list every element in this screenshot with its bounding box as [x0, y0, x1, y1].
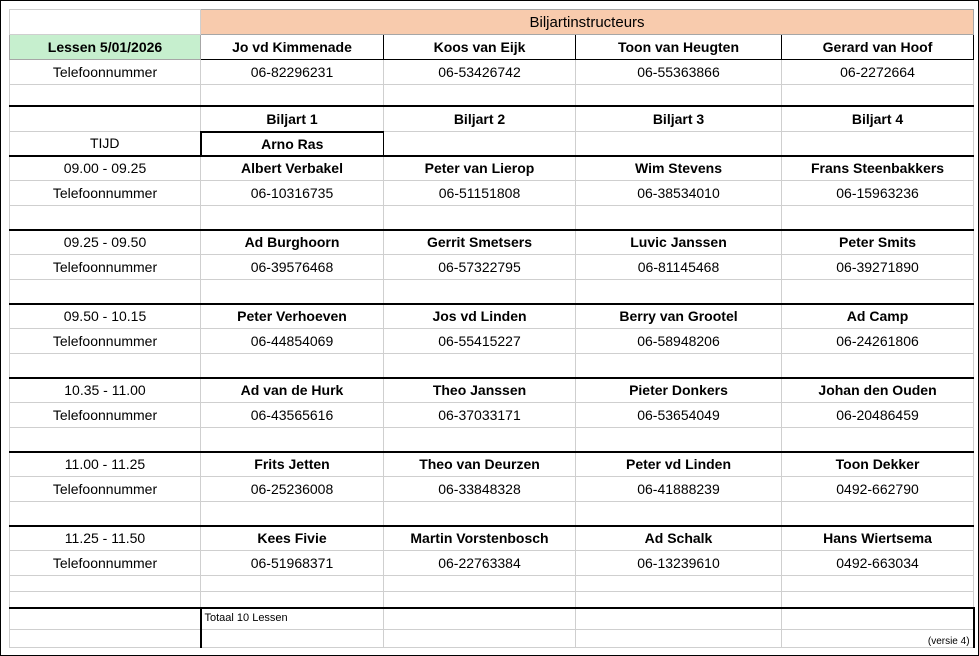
empty-cell[interactable] — [576, 280, 782, 304]
phone-label[interactable]: Telefoonnummer — [10, 551, 201, 576]
student-name[interactable]: Hans Wiertsema — [782, 526, 974, 551]
student-name[interactable]: Martin Vorstenbosch — [384, 526, 576, 551]
time-slot[interactable]: 10.35 - 11.00 — [10, 378, 201, 403]
phone-label[interactable]: Telefoonnummer — [10, 181, 201, 206]
student-phone[interactable]: 06-51968371 — [201, 551, 384, 576]
student-name[interactable]: Peter van Lierop — [384, 156, 576, 181]
biljart-header[interactable]: Biljart 2 — [384, 106, 576, 132]
student-name[interactable]: Ad van de Hurk — [201, 378, 384, 403]
empty-cell[interactable] — [384, 354, 576, 378]
empty-cell[interactable] — [384, 85, 576, 106]
empty-cell[interactable] — [10, 10, 201, 35]
student-phone[interactable]: 06-22763384 — [384, 551, 576, 576]
student-name[interactable] — [384, 132, 576, 156]
student-phone[interactable]: 06-24261806 — [782, 329, 974, 354]
phone-label[interactable]: Telefoonnummer — [10, 403, 201, 428]
empty-cell[interactable] — [384, 576, 576, 592]
student-name[interactable]: Albert Verbakel — [201, 156, 384, 181]
empty-cell[interactable] — [201, 428, 384, 452]
time-slot[interactable]: 11.00 - 11.25 — [10, 452, 201, 477]
student-name[interactable]: Ad Burghoorn — [201, 230, 384, 255]
instructor-name[interactable]: Gerard van Hoof — [782, 35, 974, 60]
empty-cell[interactable] — [10, 85, 201, 106]
instructor-phone[interactable]: 06-55363866 — [576, 60, 782, 85]
lessen-date-cell[interactable]: Lessen 5/01/2026 — [10, 35, 201, 60]
empty-cell[interactable] — [384, 592, 576, 608]
instructor-phone[interactable]: 06-53426742 — [384, 60, 576, 85]
student-phone[interactable]: 06-51151808 — [384, 181, 576, 206]
empty-cell[interactable] — [576, 206, 782, 230]
schedule-table — [9, 9, 975, 648]
empty-cell[interactable] — [782, 502, 974, 526]
empty-cell[interactable] — [10, 502, 201, 526]
time-slot[interactable]: 09.25 - 09.50 — [10, 230, 201, 255]
empty-cell[interactable] — [201, 280, 384, 304]
time-slot[interactable]: 11.25 - 11.50 — [10, 526, 201, 551]
biljartinstructeurs-header[interactable]: Biljartinstructeurs — [201, 10, 974, 35]
empty-cell[interactable] — [384, 280, 576, 304]
student-phone[interactable]: 06-33848328 — [384, 477, 576, 502]
student-phone[interactable]: 06-39576468 — [201, 255, 384, 280]
empty-cell[interactable] — [576, 608, 782, 630]
empty-cell[interactable] — [10, 354, 201, 378]
empty-cell[interactable] — [384, 608, 576, 630]
time-slot[interactable]: 09.00 - 09.25 — [10, 156, 201, 181]
empty-cell[interactable] — [201, 592, 384, 608]
student-phone[interactable]: 06-37033171 — [384, 403, 576, 428]
empty-cell[interactable] — [384, 206, 576, 230]
student-name[interactable]: Arno Ras — [201, 132, 384, 156]
student-name[interactable]: Jos vd Linden — [384, 304, 576, 329]
student-name[interactable]: Ad Schalk — [576, 526, 782, 551]
instructor-phone[interactable]: 06-2272664 — [782, 60, 974, 85]
phone-label[interactable]: Telefoonnummer — [10, 477, 201, 502]
student-name[interactable]: Johan den Ouden — [782, 378, 974, 403]
empty-cell[interactable] — [201, 354, 384, 378]
student-name[interactable] — [782, 132, 974, 156]
empty-cell[interactable] — [782, 608, 974, 630]
student-phone[interactable]: 06-55415227 — [384, 329, 576, 354]
student-phone[interactable]: 06-39271890 — [782, 255, 974, 280]
biljart-header[interactable]: Biljart 3 — [576, 106, 782, 132]
empty-cell[interactable] — [384, 630, 576, 648]
empty-cell[interactable] — [782, 280, 974, 304]
empty-cell[interactable] — [201, 85, 384, 106]
empty-cell[interactable] — [10, 608, 201, 630]
empty-cell[interactable] — [384, 502, 576, 526]
empty-cell[interactable] — [576, 576, 782, 592]
empty-cell[interactable] — [576, 354, 782, 378]
student-phone[interactable]: 06-44854069 — [201, 329, 384, 354]
empty-cell[interactable] — [201, 630, 384, 648]
phone-label[interactable]: Telefoonnummer — [10, 60, 201, 85]
empty-cell[interactable] — [782, 206, 974, 230]
empty-cell[interactable] — [576, 592, 782, 608]
student-phone[interactable]: 06-13239610 — [576, 551, 782, 576]
student-phone[interactable]: 06-58948206 — [576, 329, 782, 354]
student-name[interactable]: Theo van Deurzen — [384, 452, 576, 477]
instructor-name[interactable]: Koos van Eijk — [384, 35, 576, 60]
student-name[interactable] — [576, 132, 782, 156]
student-name[interactable]: Berry van Grootel — [576, 304, 782, 329]
empty-cell[interactable] — [10, 206, 201, 230]
student-phone[interactable]: 06-53654049 — [576, 403, 782, 428]
empty-cell[interactable] — [10, 630, 201, 648]
empty-cell[interactable] — [201, 206, 384, 230]
empty-cell[interactable] — [576, 630, 782, 648]
student-phone[interactable]: 06-38534010 — [576, 181, 782, 206]
empty-cell[interactable] — [201, 502, 384, 526]
empty-cell[interactable] — [576, 85, 782, 106]
student-phone[interactable]: 06-41888239 — [576, 477, 782, 502]
instructor-name[interactable]: Toon van Heugten — [576, 35, 782, 60]
empty-cell[interactable] — [10, 106, 201, 132]
student-phone[interactable]: 06-81145468 — [576, 255, 782, 280]
student-phone[interactable]: 06-20486459 — [782, 403, 974, 428]
phone-label[interactable]: Telefoonnummer — [10, 329, 201, 354]
student-name[interactable]: Toon Dekker — [782, 452, 974, 477]
student-phone[interactable]: 06-57322795 — [384, 255, 576, 280]
time-slot[interactable]: 09.50 - 10.15 — [10, 304, 201, 329]
student-phone[interactable]: 06-10316735 — [201, 181, 384, 206]
empty-cell[interactable] — [384, 428, 576, 452]
student-phone[interactable]: 06-25236008 — [201, 477, 384, 502]
student-name[interactable]: Wim Stevens — [576, 156, 782, 181]
instructor-phone[interactable]: 06-82296231 — [201, 60, 384, 85]
student-name[interactable]: Peter vd Linden — [576, 452, 782, 477]
student-name[interactable]: Frans Steenbakkers — [782, 156, 974, 181]
totaal-lessen[interactable]: Totaal 10 Lessen — [201, 608, 384, 630]
student-name[interactable]: Gerrit Smetsers — [384, 230, 576, 255]
empty-cell[interactable] — [10, 428, 201, 452]
phone-label[interactable]: Telefoonnummer — [10, 255, 201, 280]
student-phone[interactable]: 0492-663034 — [782, 551, 974, 576]
student-name[interactable]: Theo Janssen — [384, 378, 576, 403]
empty-cell[interactable] — [782, 354, 974, 378]
tijd-label[interactable]: TIJD — [10, 132, 201, 156]
empty-cell[interactable] — [576, 502, 782, 526]
student-phone[interactable]: 0492-662790 — [782, 477, 974, 502]
empty-cell[interactable] — [782, 592, 974, 608]
student-name[interactable]: Peter Verhoeven — [201, 304, 384, 329]
empty-cell[interactable] — [782, 85, 974, 106]
student-phone[interactable]: 06-43565616 — [201, 403, 384, 428]
student-name[interactable]: Peter Smits — [782, 230, 974, 255]
empty-cell[interactable] — [10, 280, 201, 304]
empty-cell[interactable] — [576, 428, 782, 452]
versie-label[interactable]: (versie 4) — [782, 630, 974, 648]
instructor-name[interactable]: Jo vd Kimmenade — [201, 35, 384, 60]
student-name[interactable]: Frits Jetten — [201, 452, 384, 477]
student-name[interactable]: Ad Camp — [782, 304, 974, 329]
empty-cell[interactable] — [782, 428, 974, 452]
empty-cell[interactable] — [10, 592, 201, 608]
biljart-header[interactable]: Biljart 4 — [782, 106, 974, 132]
student-name[interactable]: Luvic Janssen — [576, 230, 782, 255]
biljart-header[interactable]: Biljart 1 — [201, 106, 384, 132]
empty-cell[interactable] — [10, 576, 201, 592]
student-phone[interactable]: 06-15963236 — [782, 181, 974, 206]
empty-cell[interactable] — [201, 576, 384, 592]
student-name[interactable]: Pieter Donkers — [576, 378, 782, 403]
empty-cell[interactable] — [782, 576, 974, 592]
student-name[interactable]: Kees Fivie — [201, 526, 384, 551]
